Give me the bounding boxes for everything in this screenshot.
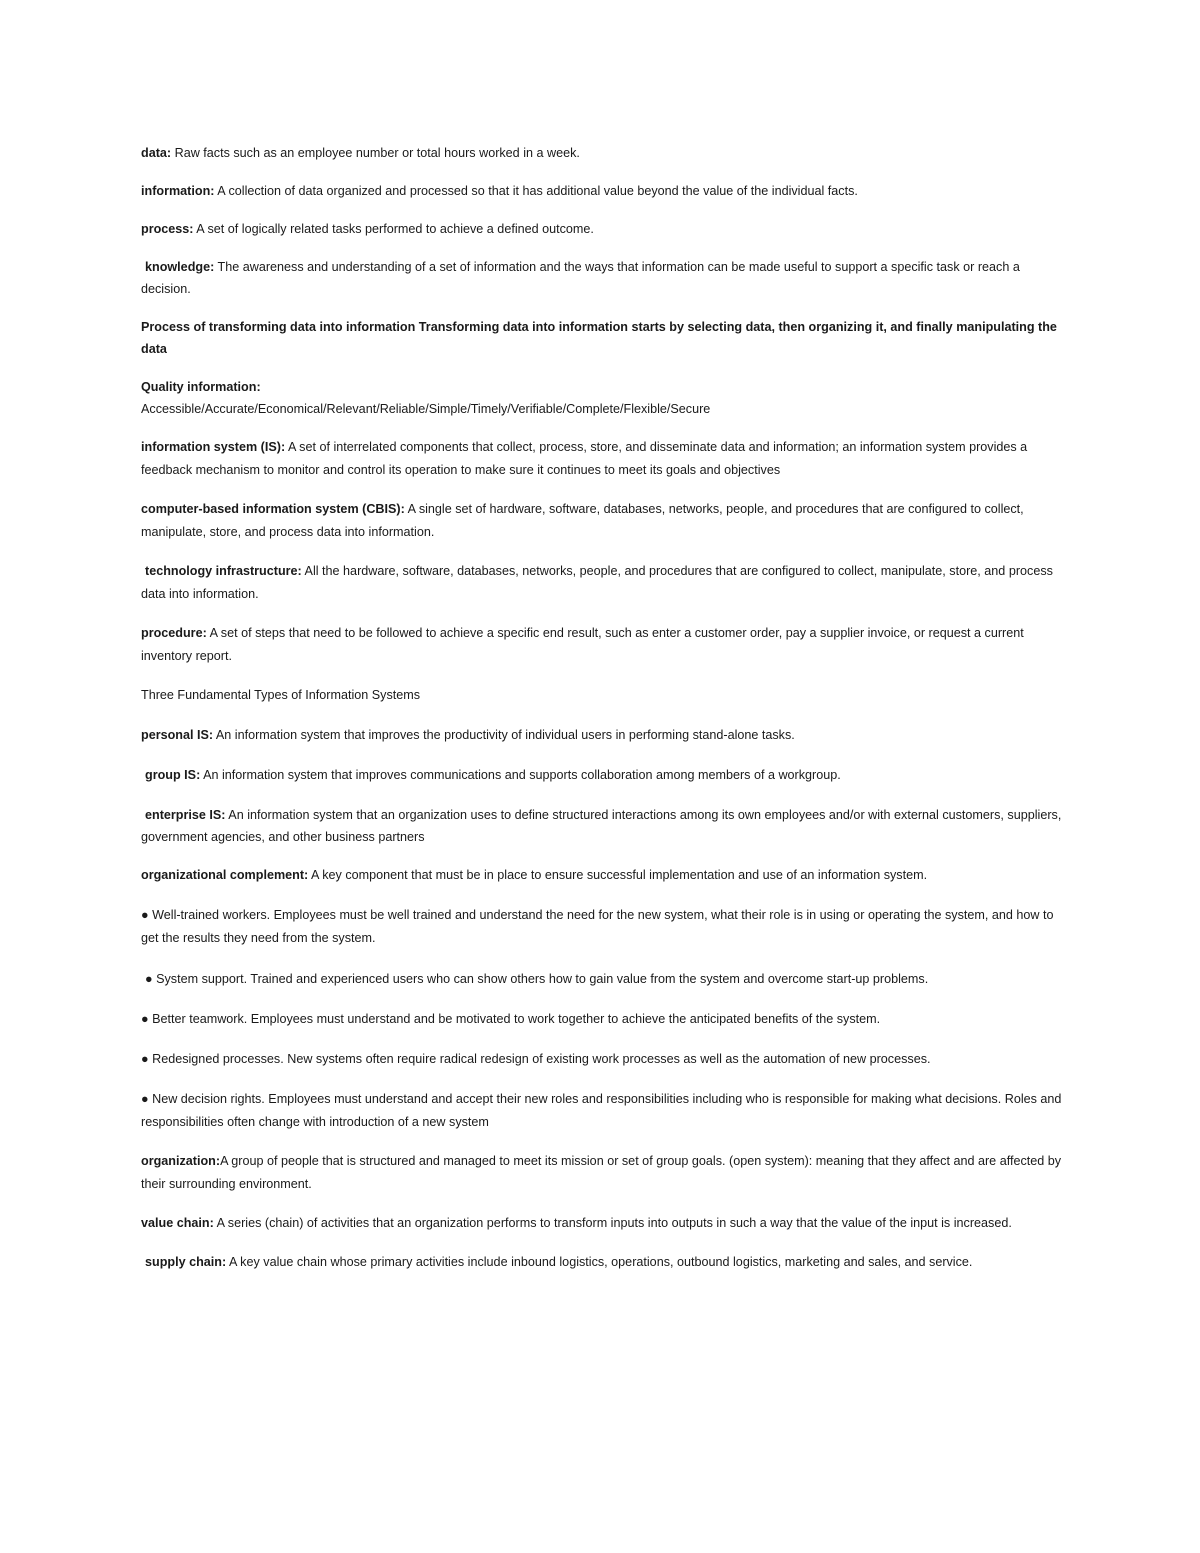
bullet-well-trained: [141, 904, 1066, 950]
term: procedure:: [141, 626, 207, 640]
definition: A set of interrelated components that collect, process, store, and disseminate data and information; an information system provides a feedback mechanism to monitor and control its operation to make sure it continues to meet its goals and objectives: [141, 440, 1028, 477]
paragraph-knowledge: [141, 256, 1066, 300]
definition: Accessible/Accurate/Economical/Relevant/Reliable/Simple/Timely/Verifiable/Complete/Flexible/Secure: [141, 402, 711, 416]
paragraph-procedure: [141, 622, 1066, 668]
term: group IS:: [145, 768, 201, 782]
paragraph-value-chain: [141, 1212, 1066, 1235]
bullet-text: ● Redesigned processes. New systems often require radical redesign of existing work processes as well as the automation of new processes.: [141, 1052, 931, 1066]
section-heading: [141, 684, 1066, 706]
bullet-text: ● System support. Trained and experienced users who can show others how to gain value from the system and overcome start-up problems.: [145, 972, 929, 986]
paragraph-cbis: [141, 498, 1066, 544]
paragraph-personal-is: [141, 724, 1066, 746]
term: organization:: [141, 1154, 221, 1168]
paragraph-information: [141, 180, 1066, 202]
bullet-text: ● Better teamwork. Employees must understand and be motivated to work together to achieve the anticipated benefits of the system.: [141, 1012, 881, 1026]
term: data:: [141, 146, 172, 160]
term: information:: [141, 184, 215, 198]
definition: Transforming data into information starts by selecting data, then organizing it, and finally manipulating the data: [141, 320, 1057, 356]
definition: A group of people that is structured and managed to meet its mission or set of group goals. (open system): meaning that they affect and are affected by their surrounding environment.: [141, 1154, 1062, 1191]
bullet-text: ● Well-trained workers. Employees must be well trained and understand the need for the new system, what their role is in using or operating the system, and how to get the results they need from the system.: [141, 908, 1054, 945]
definition: A set of steps that need to be followed to achieve a specific end result, such as enter a customer order, pay a supplier invoice, or request a current inventory report.: [141, 626, 1024, 663]
bullet-system-support: [141, 968, 1066, 990]
definition: An information system that improves the productivity of individual users in performing stand-alone tasks.: [213, 728, 795, 742]
definition: A key value chain whose primary activities include inbound logistics, operations, outbound logistics, marketing and sales, and service.: [226, 1255, 973, 1269]
paragraph-transforming: [141, 316, 1066, 360]
paragraph-enterprise-is: [141, 804, 1066, 848]
term: computer-based information system (CBIS):: [141, 502, 405, 516]
term: process:: [141, 222, 194, 236]
term: Quality information:: [141, 380, 261, 394]
definition: A single set of hardware, software, databases, networks, people, and procedures that are configured to collect, manipulate, store, and process data into information.: [141, 502, 1024, 539]
definition: All the hardware, software, databases, networks, people, and procedures that are configured to collect, manipulate, store, and process data into information.: [141, 564, 1053, 601]
term: information system (IS):: [141, 440, 286, 454]
bullet-text: ● New decision rights. Employees must understand and accept their new roles and responsibilities including who is responsible for making what decisions. Roles and responsibilities often change with introduction of a new system: [141, 1092, 1062, 1129]
term: supply chain:: [145, 1255, 227, 1269]
definition: Raw facts such as an employee number or total hours worked in a week.: [171, 146, 580, 160]
definition: A key component that must be in place to ensure successful implementation and use of an information system.: [308, 868, 928, 882]
paragraph-process: [141, 218, 1066, 240]
paragraph-infrastructure: [141, 560, 1066, 606]
definition: A set of logically related tasks performed to achieve a defined outcome.: [193, 222, 594, 236]
definition: A collection of data organized and processed so that it has additional value beyond the value of the individual facts.: [214, 184, 858, 198]
term: value chain:: [141, 1216, 214, 1230]
paragraph-is: [141, 436, 1066, 482]
paragraph-org-complement: [141, 864, 1066, 886]
definition: A series (chain) of activities that an organization performs to transform inputs into outputs in such a way that the value of the input is increased.: [213, 1216, 1012, 1230]
term: organizational complement:: [141, 868, 309, 882]
definition: An information system that improves communications and supports collaboration among members of a workgroup.: [200, 768, 841, 782]
term: technology infrastructure:: [145, 564, 302, 578]
bullet-redesigned: [141, 1048, 1066, 1070]
document-page: [141, 142, 1066, 1274]
paragraph-organization: [141, 1150, 1066, 1196]
term: Process of transforming data into information: [141, 320, 416, 334]
term: knowledge:: [145, 260, 215, 274]
definition: The awareness and understanding of a set of information and the ways that information can be made useful to support a specific task or reach a decision.: [141, 260, 1020, 296]
paragraph-group-is: [141, 764, 1066, 786]
definition: An information system that an organization uses to define structured interactions among its own employees and/or with external customers, suppliers, government agencies, and other business partners: [141, 808, 1062, 844]
heading-text: Three Fundamental Types of Information Systems: [141, 688, 421, 702]
paragraph-supply-chain: [141, 1251, 1066, 1274]
bullet-teamwork: [141, 1008, 1066, 1030]
term: enterprise IS:: [145, 808, 226, 822]
term: personal IS:: [141, 728, 214, 742]
paragraph-quality: [141, 376, 1066, 420]
bullet-decision-rights: [141, 1088, 1066, 1134]
paragraph-data: [141, 142, 1066, 164]
